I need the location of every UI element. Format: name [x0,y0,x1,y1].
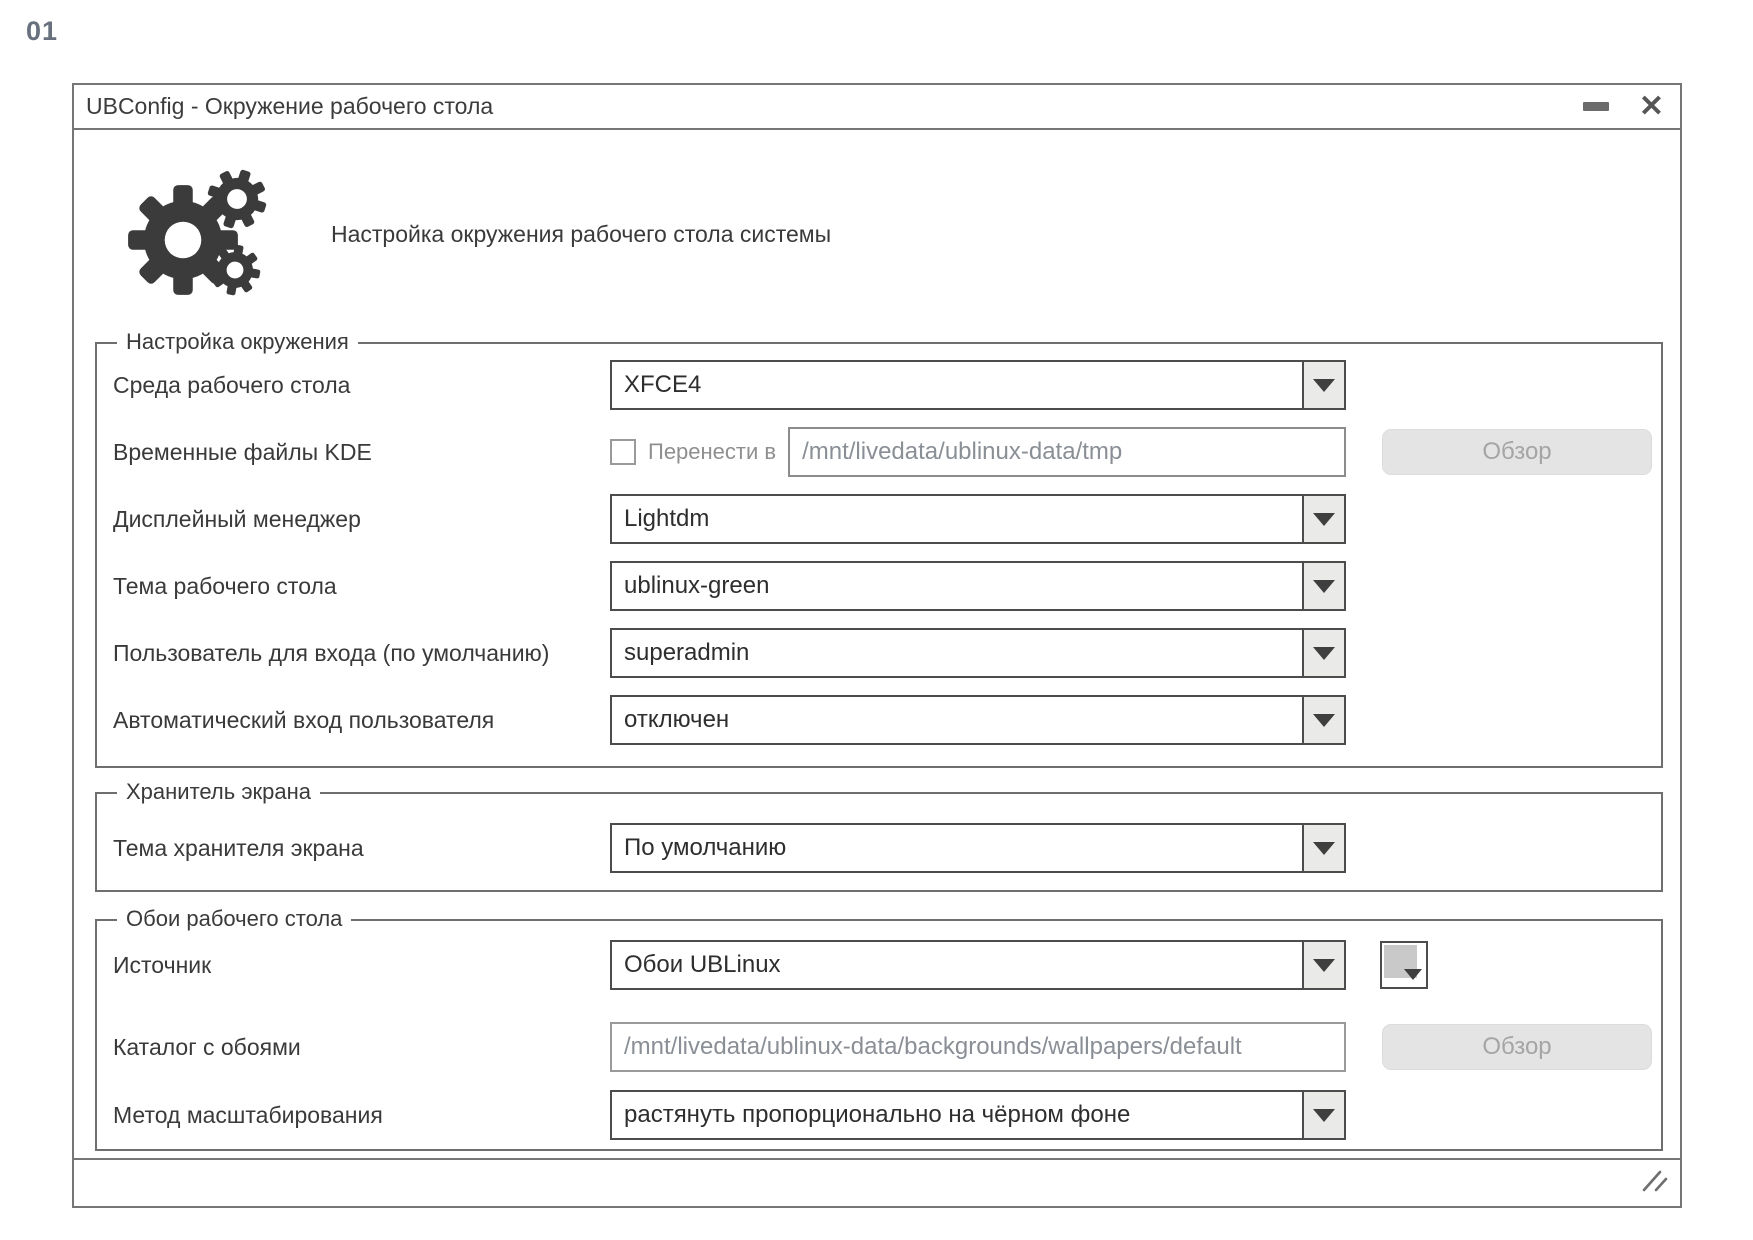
chevron-down-icon[interactable] [1302,496,1344,542]
wallpaper-source-value: Обои UBLinux [624,951,781,978]
display-manager-value: Lightdm [624,505,710,532]
wallpaper-directory-input[interactable]: /mnt/livedata/ublinux-data/backgrounds/wallpapers/default [610,1022,1346,1072]
window-title: UBConfig - Окружение рабочего стола [86,93,494,119]
desktop-environment-combobox[interactable] [610,360,1346,410]
gears-icon [127,166,271,303]
scaling-method-combobox[interactable] [610,1090,1346,1140]
screensaver-theme-label: Тема хранителя экрана [113,834,364,861]
login-user-value: superadmin [624,639,750,666]
row-kde-temp-files [113,427,1652,477]
row-desktop-theme [113,561,1652,611]
ubconfig-window [72,83,1682,1208]
group-wallpaper [95,906,1663,1151]
chevron-down-icon[interactable] [1302,563,1344,609]
kde-temp-files-control [610,427,1346,477]
wallpaper-directory-browse-button[interactable]: Обзор [1382,1024,1652,1070]
desktop-environment-label: Среда рабочего стола [113,371,351,398]
screensaver-theme-value: По умолчанию [624,834,787,861]
display-manager-combobox[interactable] [610,494,1346,544]
row-wallpaper-directory [113,1022,1652,1072]
row-wallpaper-source [113,940,1652,990]
wallpaper-source-label: Источник [113,951,212,978]
row-login-user [113,628,1652,678]
desktop-theme-label: Тема рабочего стола [113,572,337,599]
row-scaling-method [113,1090,1652,1140]
chevron-down-icon[interactable] [1302,1092,1344,1138]
window-body [74,130,1680,1158]
chevron-down-icon[interactable] [1302,697,1344,743]
desktop-theme-combobox[interactable] [610,561,1346,611]
screensaver-theme-combobox[interactable] [610,823,1346,873]
kde-temp-browse-button[interactable]: Обзор [1382,429,1652,475]
auto-login-combobox[interactable] [610,695,1346,745]
window-controls [1583,89,1664,123]
row-auto-login [113,695,1652,745]
kde-temp-path-input[interactable]: /mnt/livedata/ublinux-data/tmp [788,427,1346,477]
kde-temp-files-label: Временные файлы KDE [113,438,372,465]
row-screensaver-theme [113,823,1652,873]
wallpaper-source-combobox[interactable] [610,940,1346,990]
chevron-down-icon[interactable] [1302,362,1344,408]
group-screensaver [95,779,1663,892]
scaling-method-label: Метод масштабирования [113,1101,383,1128]
minimize-button[interactable] [1583,102,1609,111]
desktop-theme-value: ublinux-green [624,572,770,599]
wallpaper-preview-dropdown-button[interactable] [1380,941,1428,989]
title-bar[interactable] [74,85,1680,130]
chevron-down-icon [1404,969,1422,980]
login-user-combobox[interactable] [610,628,1346,678]
window-subtitle: Настройка окружения рабочего стола системы [331,220,832,247]
row-display-manager [113,494,1652,544]
figure-number-label: 01 [26,16,59,46]
auto-login-value: отключен [624,706,730,733]
login-user-label: Пользователь для входа (по умолчанию) [113,639,550,666]
status-bar [74,1158,1680,1206]
move-to-checkbox[interactable] [610,439,636,465]
auto-login-label: Автоматический вход пользователя [113,706,495,733]
chevron-down-icon[interactable] [1302,942,1344,988]
chevron-down-icon[interactable] [1302,825,1344,871]
display-manager-label: Дисплейный менеджер [113,505,361,532]
resize-grip[interactable] [1642,1170,1668,1197]
desktop-environment-value: XFCE4 [624,371,702,398]
move-to-checkbox-label: Перенести в [648,439,777,464]
group-environment-legend: Настройка окружения [117,329,358,355]
close-button[interactable]: ✕ [1638,89,1664,123]
header-block [127,168,1663,300]
group-screensaver-legend: Хранитель экрана [117,779,320,805]
group-wallpaper-legend: Обои рабочего стола [117,906,351,932]
group-environment [95,329,1663,768]
chevron-down-icon[interactable] [1302,630,1344,676]
scaling-method-value: растянуть пропорционально на чёрном фоне [624,1101,1131,1128]
row-desktop-environment [113,360,1652,410]
wallpaper-directory-label: Каталог с обоями [113,1033,301,1060]
